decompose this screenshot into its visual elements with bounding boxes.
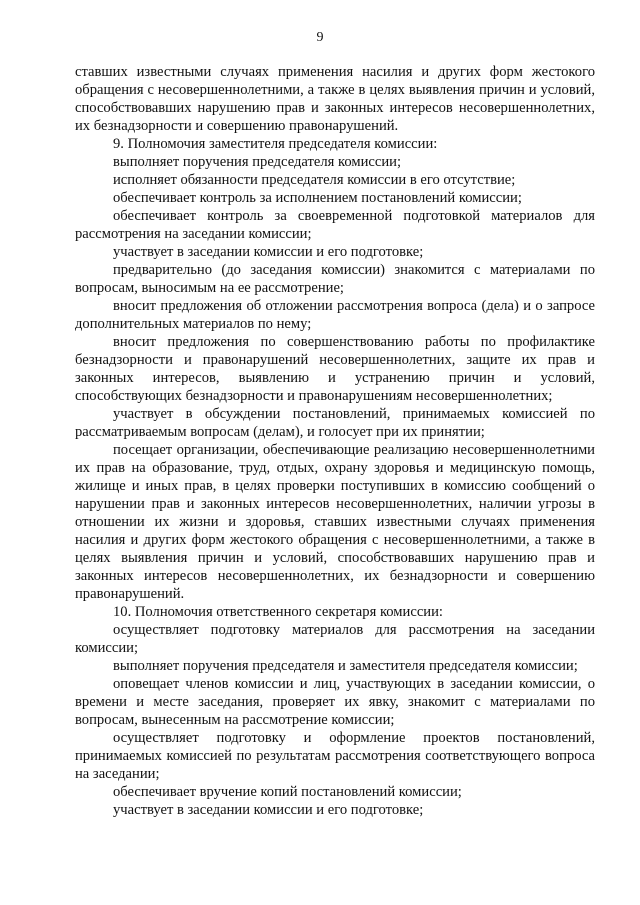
paragraph: предварительно (до заседания комиссии) знакомится с материалами по вопросам, выносимым на ее рассмотрение; xyxy=(75,262,595,296)
paragraph: выполняет поручения председателя и заместителя председателя комиссии; xyxy=(113,658,578,674)
paragraph: осуществляет подготовку и оформление проектов постановлений, принимаемых комиссией по результатам рассмотрения соответствующего вопроса на заседании; xyxy=(75,730,595,782)
page-number: 9 xyxy=(316,30,324,45)
paragraph: вносит предложения по совершенствованию работы по профилактике безнадзорности и правонарушений несовершеннолетних, защите их прав и законных интересов, выявлению и устранению причин и условий, способствующих безнадзорности и правонарушениям несовершеннолетних; xyxy=(75,334,595,404)
paragraph: обеспечивает контроль за исполнением постановлений комиссии; xyxy=(113,190,522,206)
section-heading-10: 10. Полномочия ответственного секретаря комиссии: xyxy=(113,604,443,620)
paragraph: осуществляет подготовку материалов для рассмотрения на заседании комиссии; xyxy=(75,622,595,656)
section-heading-9: 9. Полномочия заместителя председателя комиссии: xyxy=(113,136,438,152)
paragraph: вносит предложения об отложении рассмотрения вопроса (дела) и о запросе дополнительных материалов по нему; xyxy=(75,298,595,332)
paragraph: обеспечивает вручение копий постановлений комиссии; xyxy=(113,784,462,800)
paragraph: участвует в обсуждении постановлений, принимаемых комиссией по рассматриваемым вопросам (делам), и голосует при их принятии; xyxy=(75,406,595,440)
paragraph: исполняет обязанности председателя комиссии в его отсутствие; xyxy=(113,172,516,188)
paragraph: участвует в заседании комиссии и его подготовке; xyxy=(113,802,424,818)
paragraph: оповещает членов комиссии и лиц, участвующих в заседании комиссии, о времени и месте заседания, проверяет их явку, знакомит с материалами по вопросам, вынесенным на рассмотрение комиссии; xyxy=(75,676,595,728)
paragraph: обеспечивает контроль за своевременной подготовкой материалов для рассмотрения на заседании комиссии; xyxy=(75,208,595,242)
paragraph: посещает организации, обеспечивающие реализацию несовершеннолетними их прав на образование, труд, отдых, охрану здоровья и медицинскую помощь, жилище и иных прав, в целях проверки поступивших в комиссию сообщений о нарушении прав и законных интересов несовершеннолетних, наличии угрозы в отношении их жизни и здоровья, ставших известными случаях применения насилия и других форм жестокого обращения с несовершеннолетними, а также в целях выявления причин и условий, способствовавших нарушению прав и законных интересов несовершеннолетних, их безнадзорности и совершению правонарушений. xyxy=(75,442,595,602)
paragraph-continuation: ставших известными случаях применения насилия и других форм жестокого обращения с несовершеннолетними, а также в целях выявления причин и условий, способствовавших нарушению прав и законных интересов несовершеннолетних, их безнадзорности и совершению правонарушений. xyxy=(75,64,595,134)
paragraph: участвует в заседании комиссии и его подготовке; xyxy=(113,244,424,260)
document-body xyxy=(75,63,595,819)
paragraph: выполняет поручения председателя комиссии; xyxy=(113,154,402,170)
